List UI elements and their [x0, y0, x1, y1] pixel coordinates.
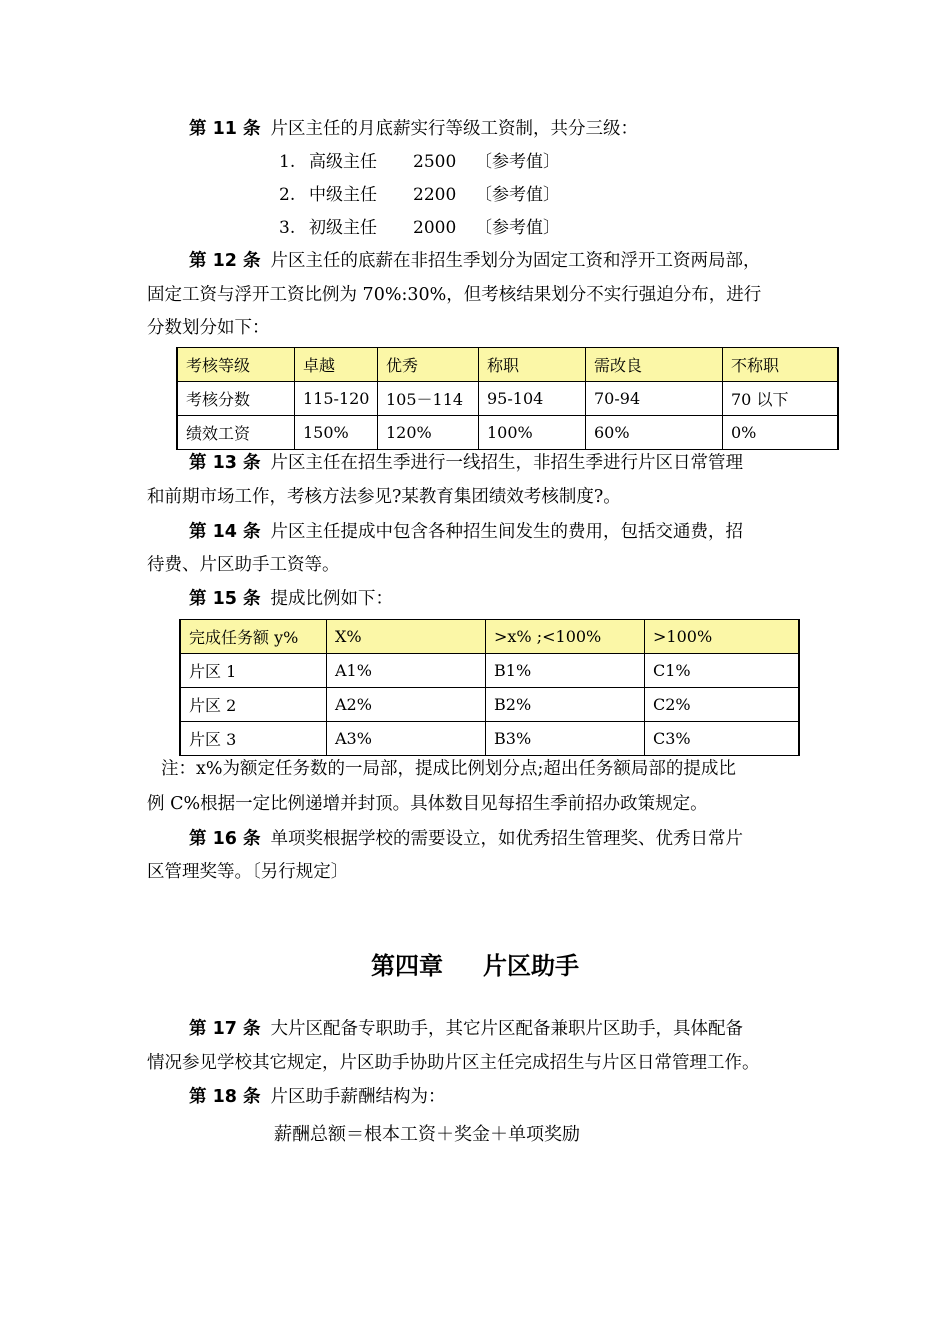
article-label: 第 16 条 [189, 829, 261, 849]
chapter-title: 片区助手 [483, 952, 579, 980]
level-note: 〔参考值〕 [475, 152, 560, 172]
table-cell: A3% [327, 722, 486, 756]
table-cell: 卓越 [295, 348, 378, 382]
article-label: 第 12 条 [189, 251, 261, 271]
table-cell: X% [327, 620, 486, 654]
table-cell: 120% [378, 416, 479, 450]
table-row [177, 416, 838, 450]
level-amount: 2500 [413, 152, 457, 172]
article-label: 第 13 条 [189, 453, 261, 473]
article-17-line-2: 情况参见学校其它规定，片区助手协助片区主任完成招生与片区日常管理工作。 [147, 1053, 760, 1073]
article-17 [189, 1017, 743, 1041]
level-amount: 2000 [413, 218, 457, 238]
table-cell: 70 以下 [723, 382, 839, 416]
table-cell: 优秀 [378, 348, 479, 382]
table-cell: 70-94 [586, 382, 723, 416]
level-note: 〔参考值〕 [475, 218, 560, 238]
table-cell: 需改良 [586, 348, 723, 382]
article-16-line-2: 区管理奖等。〔另行规定〕 [147, 862, 349, 882]
table-cell: 0% [723, 416, 839, 450]
article-label: 第 14 条 [189, 522, 261, 542]
table-row [177, 382, 838, 416]
table-cell: 称职 [479, 348, 586, 382]
table-cell: 60% [586, 416, 723, 450]
level-number: 1. [279, 152, 296, 172]
table-cell: 不称职 [723, 348, 839, 382]
article-text: 片区助手薪酬结构为： [270, 1087, 446, 1107]
article-15 [189, 587, 393, 611]
level-number: 3. [279, 218, 296, 238]
article-text: 片区主任的底薪在非招生季划分为固定工资和浮开工资两局部， [270, 251, 761, 271]
table-row [180, 722, 799, 756]
article-18 [189, 1085, 446, 1109]
table-cell: C3% [645, 722, 800, 756]
article-16 [189, 827, 743, 851]
table-row [180, 688, 799, 722]
article-14 [189, 520, 743, 544]
article-text: 单项奖根据学校的需要设立，如优秀招生管理奖、优秀日常片 [270, 829, 744, 849]
table-cell: C2% [645, 688, 800, 722]
table-note-line-2: 例 C%根据一定比例递增并封顶。具体数目见每招生季前招办政策规定。 [147, 794, 708, 814]
table-cell: 绩效工资 [177, 416, 295, 450]
salary-formula: 薪酬总额＝根本工资＋奖金＋单项奖励 [274, 1124, 580, 1145]
table-cell: 片区 1 [180, 654, 327, 688]
article-13-line-2: 和前期市场工作，考核方法参见?某教育集团绩效考核制度?。 [147, 487, 621, 507]
level-number: 2. [279, 185, 296, 205]
article-text: 大片区配备专职助手，其它片区配备兼职片区助手，具体配备 [270, 1019, 744, 1039]
table-cell: 片区 2 [180, 688, 327, 722]
table-cell: >100% [645, 620, 800, 654]
article-14-line-2: 待费、片区助手工资等。 [147, 555, 340, 575]
article-text: 片区主任提成中包含各种招生间发生的费用，包括交通费，招 [270, 522, 744, 542]
level-note: 〔参考值〕 [475, 185, 560, 205]
level-name: 中级主任 [309, 185, 377, 205]
table-header-row [177, 348, 838, 382]
level-amount: 2200 [413, 185, 457, 205]
table-cell: C1% [645, 654, 800, 688]
table-cell: 考核等级 [177, 348, 295, 382]
table-cell: 考核分数 [177, 382, 295, 416]
level-name: 初级主任 [309, 218, 377, 238]
table-cell: B3% [486, 722, 645, 756]
salary-level-3 [279, 216, 560, 240]
article-text: 片区主任的月底薪实行等级工资制，共分三级： [270, 119, 639, 139]
level-name: 高级主任 [309, 152, 377, 172]
table-cell: B2% [486, 688, 645, 722]
salary-level-1 [279, 150, 560, 174]
table-cell: 完成任务额 y% [180, 620, 327, 654]
table-cell: >x% ;<100% [486, 620, 645, 654]
table-header-row [180, 620, 799, 654]
chapter-number: 第四章 [371, 952, 443, 980]
article-12 [189, 249, 761, 273]
table-cell: 100% [479, 416, 586, 450]
chapter-heading [0, 946, 950, 981]
article-12-line-3: 分数划分如下： [147, 318, 270, 338]
article-label: 第 18 条 [189, 1087, 261, 1107]
table-cell: A1% [327, 654, 486, 688]
table-cell: 105－114 [378, 382, 479, 416]
article-label: 第 15 条 [189, 589, 261, 609]
assessment-table [176, 347, 839, 450]
table-row [180, 654, 799, 688]
salary-level-2 [279, 183, 560, 207]
article-text: 片区主任在招生季进行一线招生，非招生季进行片区日常管理 [270, 453, 744, 473]
table-cell: 片区 3 [180, 722, 327, 756]
article-label: 第 17 条 [189, 1019, 261, 1039]
table-cell: 115-120 [295, 382, 378, 416]
table-cell: B1% [486, 654, 645, 688]
table-note-line-1: 注：x%为额定任务数的一局部，提成比例划分点;超出任务额局部的提成比 [161, 759, 736, 779]
table-cell: A2% [327, 688, 486, 722]
article-11 [189, 117, 638, 141]
table-cell: 95-104 [479, 382, 586, 416]
article-text: 提成比例如下： [270, 589, 394, 609]
table-cell: 150% [295, 416, 378, 450]
article-12-line-2: 固定工资与浮开工资比例为 70%:30%，但考核结果划分不实行强迫分布，进行 [147, 285, 762, 305]
article-label: 第 11 条 [189, 119, 261, 139]
article-13 [189, 451, 743, 475]
commission-table [179, 619, 800, 756]
